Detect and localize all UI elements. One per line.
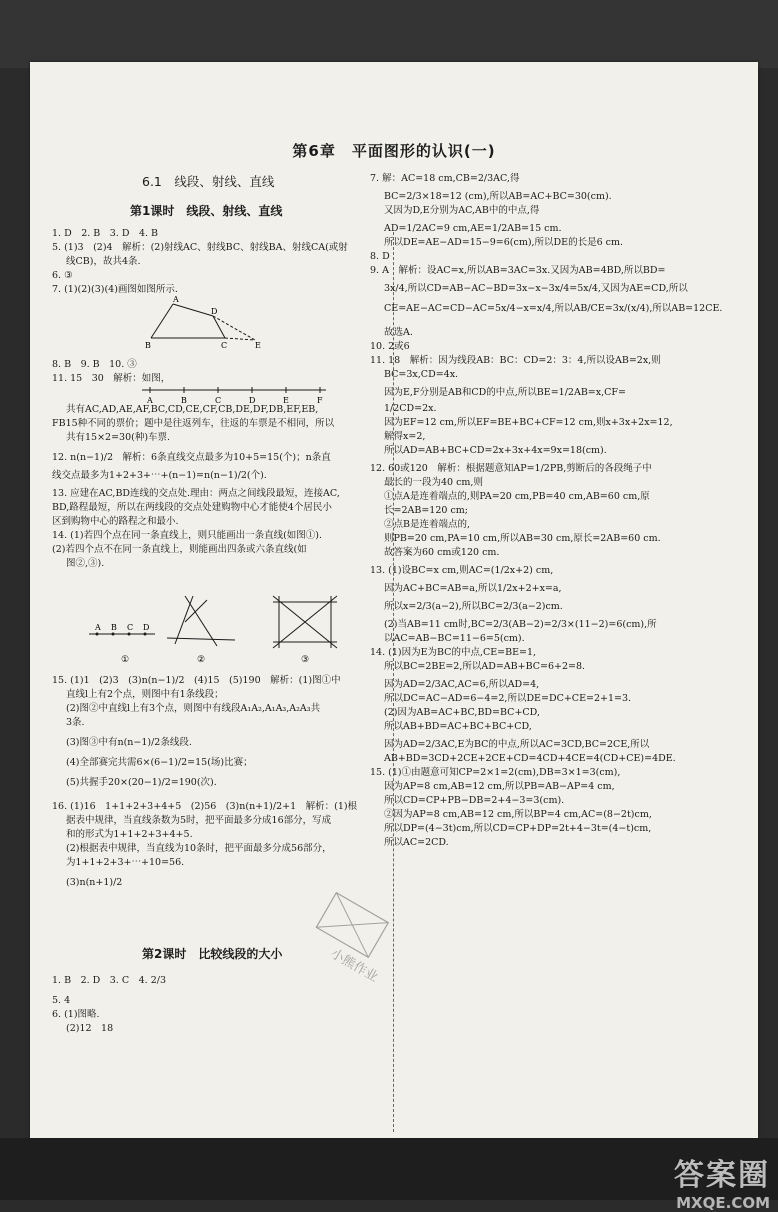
answer-line: 12. n(n−1)/2 解析：6条直线交点最多为10+5=15(个)；n条直 [52,452,331,463]
answer-line: BC=3x,CD=4x. [384,369,459,380]
point-label: A [147,396,153,405]
answer-line: 图②,③). [66,558,105,569]
scan-top-border [0,0,778,68]
figure-7 [145,295,295,352]
answer-line: 12. 60或120 解析：根据题意知AP=1/2PB,剪断后的各段绳子中 [370,463,652,474]
answer-line: 因为AC+BC=AB=a,所以1/2x+2+x=a, [384,583,562,594]
answer-line: 故答案为60 cm或120 cm. [384,547,500,558]
point-a: A [95,623,101,632]
answer-line: 因为EF=12 cm,所以EF=BE+BC+CF=12 cm,则x+3x+2x=12, [384,417,673,428]
left-column-c [52,403,382,571]
answer-line: 所以x=2/3(a−2),所以BC=2/3(a−2)cm. [384,601,563,612]
answer-line: 5. (1)3 (2)4 解析：(2)射线AC、射线BC、射线BA、射线CA(或射 [52,242,348,253]
answer-line: 9. A 解析：设AC=x,所以AB=3AC=3x.又因为AB=4BD,所以BD= [370,265,666,276]
answer-line: 3条. [66,717,85,728]
answer-line: 所以DC=AC−AD=6−4=2,所以DE=DC+CE=2+1=3. [384,693,632,704]
answer-line: ②因为AP=8 cm,AB=12 cm,所以BP=4 cm,AC=(8−2t)cm, [384,809,652,820]
answer-line: 14. (1)若四个点在同一条直线上，则只能画出一条直线(如图①). [52,530,323,541]
answer-line: 共有15×2=30(种)车票. [66,432,171,443]
answer-line: (2)根据表中规律，当直线为10条时，把平面最多分成56部分， [66,843,332,854]
answer-line: 为1+1+2+3+⋯+10=56. [66,857,185,868]
answer-line: 线交点最多为1+2+3+⋯+(n−1)=n(n−1)/2(个). [52,470,267,481]
answer-line: (2)若四个点不在同一条直线上，则能画出四条或六条直线(如 [52,544,307,555]
answer-line: 14. (1)因为E为BC的中点,CE=BE=1, [370,647,537,658]
label-e: E [255,341,261,350]
answer-line: AB+BD=3CD+2CE+2CE+CD=4CD+4CE=4(CD+CE)=4DE. [384,753,676,764]
answer-line: 则PB=20 cm,PA=10 cm,所以AB=30 cm,原长=2AB=60 cm. [384,533,661,544]
watermark [674,1150,770,1212]
answer-line: (4)全部赛完共需6×(6−1)/2=15(场)比赛； [66,757,253,768]
point-d: D [143,623,150,632]
section-title: 6.1 线段、射线、直线 [142,174,275,189]
answer-line: CE=AE−AC=CD−AC=5x/4−x=x/4,所以AB/CE=3x/(x/4),所以AB=12CE. [384,303,723,314]
point-label: B [181,396,187,405]
left-column-b [52,358,382,386]
chapter-title: 第6章 平面图形的认识(一) [292,142,496,160]
answer-line: 所以AC=2CD. [384,837,449,848]
answer-line: 13. 应建在AC,BD连线的交点处.理由：两点之间线段最短，连接AC, [52,488,340,499]
answer-line: 直线l上有2个点，则图中有1条线段； [66,689,224,700]
watermark-url: MXQE.COM [676,1194,770,1212]
answer-line: 线CB)，故共4条. [66,256,141,267]
label-b: B [145,341,151,350]
scan-bottom-border [0,1138,778,1200]
figure-tag-2: ② [197,655,206,665]
answer-line: 7. (1)(2)(3)(4)画图如图所示. [52,284,178,295]
answer-line: 据表中规律，当直线条数为5时，把平面最多分成16部分，写成 [66,815,332,826]
figure-tag-1: ① [121,655,130,665]
answer-line: 8. B 9. B 10. ③ [52,359,137,370]
answer-page [30,62,758,1138]
answer-line: BC=2/3×18=12 (cm),所以AB=AC+BC=30(cm). [384,191,612,202]
point-label: F [317,396,323,405]
answer-line: 以AC=AB−BC=11−6=5(cm). [384,633,525,644]
answer-line: ①点A是连着端点的,则PA=20 cm,PB=40 cm,AB=60 cm,原 [384,491,650,502]
point-label: D [249,396,256,405]
answer-line: 13. (1)设BC=x cm,则AC=(1/2x+2) cm, [370,565,554,576]
answer-line: 区到购物中心的路程之和最小. [52,516,179,527]
figure-14 [85,592,345,664]
answer-line: 因为AP=8 cm,AB=12 cm,所以PB=AB−AP=4 cm, [384,781,615,792]
answer-line: 共有AC,AD,AE,AF,BC,CD,CE,CF,CB,DE,DF,DB,EF,EB, [66,404,319,415]
answer-line: 1. D 2. B 3. D 4. B [52,228,159,239]
answer-line: 7. 解：AC=18 cm,CB=2/3AC,得 [370,173,520,184]
point-b: B [111,623,117,632]
figure-tag-3: ③ [301,655,310,665]
left-column-a [52,227,382,297]
answer-line: 3x/4,所以CD=AB−AC−BD=3x−x−3x/4=5x/4,又因为AE=CD,所以 [384,283,688,294]
lesson2-title: 第2课时 比较线段的大小 [142,947,283,961]
answer-line: 所以BC=2BE=2,所以AD=AB+BC=6+2=8. [384,661,586,672]
point-label: C [215,396,222,405]
answer-line: AD=1/2AC=9 cm,AE=1/2AB=15 cm. [384,223,562,234]
answer-line: (3)n(n+1)/2 [66,877,123,888]
answer-line: FB15种不同的票价；题中是往返列车，往返的车票是不相同，所以 [52,418,335,429]
answer-line: 1/2CD=2x. [384,403,437,414]
answer-line: 15. (1)1 (2)3 (3)n(n−1)/2 (4)15 (5)190 解析：(1)图①中 [52,675,341,686]
label-a: A [173,295,179,304]
point-label: E [283,396,289,405]
answer-line: 所以AB+BD=AC+BC+BC+CD, [384,721,532,732]
answer-line: 所以AD=AB+BC+CD=2x+3x+4x=9x=18(cm). [384,445,607,456]
answer-line: (5)共握手20×(20−1)/2=190(次). [66,777,217,788]
answer-line: 10. 2或6 [370,341,410,352]
answer-line: ②点B是连着端点的, [384,519,471,530]
answer-line: 5. 4 [52,995,71,1006]
answer-line: 又因为D,E分别为AC,AB中的中点,得 [384,205,540,216]
left-column-d [52,674,382,890]
answer-line: 1. B 2. D 3. C 4. 2/3 [52,975,166,986]
answer-line: (2)当AB=11 cm时,BC=2/3(AB−2)=2/3×(11−2)=6(cm),所 [384,619,657,630]
answer-line: 解得x=2, [384,431,426,442]
answer-line: 8. D [370,251,390,262]
answer-line: 所以DP=(4−3t)cm,所以CD=CP+DP=2t+4−3t=(4−t)cm, [384,823,652,834]
answer-line: BD,路程最短，所以在两线段的交点处建购物中心才能使4个居民小 [52,502,332,513]
answer-line: 所以CD=CP+PB−DB=2+4−3=3(cm). [384,795,565,806]
answer-line: 故选A. [384,327,413,338]
left-column-e [52,974,382,1036]
answer-line: (2)因为AB=AC+BC,BD=BC+CD, [384,707,540,718]
watermark-title: 答案圈 [674,1158,770,1193]
answer-line: 6. ③ [52,270,73,281]
answer-line: 6. (1)图略. [52,1009,100,1020]
answer-line: 11. 18 解析：因为线段AB：BC：CD=2：3：4,所以设AB=2x,则 [370,355,661,366]
answer-line: (3)图③中有n(n−1)/2条线段. [66,737,192,748]
answer-line: 11. 15 30 解析：如图， [52,373,171,384]
answer-line: 和的形式为1+1+2+3+4+5. [66,829,193,840]
answer-line: (2)12 18 [66,1023,114,1034]
stamp-text: 小熊作业 [327,946,381,986]
point-c: C [127,623,134,632]
answer-line: (2)图②中直线l上有3个点，则图中有线段A₁A₂,A₁A₃,A₂A₃共 [66,703,321,714]
answer-line: 最长的一段为40 cm,则 [384,477,483,488]
answer-line: 因为AD=2/3AC,AC=6,所以AD=4, [384,679,540,690]
answer-line: 16. (1)16 1+1+2+3+4+5 (2)56 (3)n(n+1)/2+1 解析：(1)根 [52,801,358,812]
lesson1-title: 第1课时 线段、射线、直线 [130,204,283,218]
answer-line: 因为AD=2/3AC,E为BC的中点,所以AC=3CD,BC=2CE,所以 [384,739,650,750]
answer-line: 所以DE=AE−AD=15−9=6(cm),所以DE的长是6 cm. [384,237,624,248]
answer-line: 因为E,F分别是AB和CD的中点,所以BE=1/2AB=x,CF= [384,387,626,398]
label-d: D [211,307,218,316]
answer-line: 15. (1)①由题意可知CP=2×1=2(cm),DB=3×1=3(cm), [370,767,621,778]
answer-line: 长=2AB=120 cm; [384,505,468,516]
right-column [370,172,750,850]
label-c: C [221,341,228,350]
